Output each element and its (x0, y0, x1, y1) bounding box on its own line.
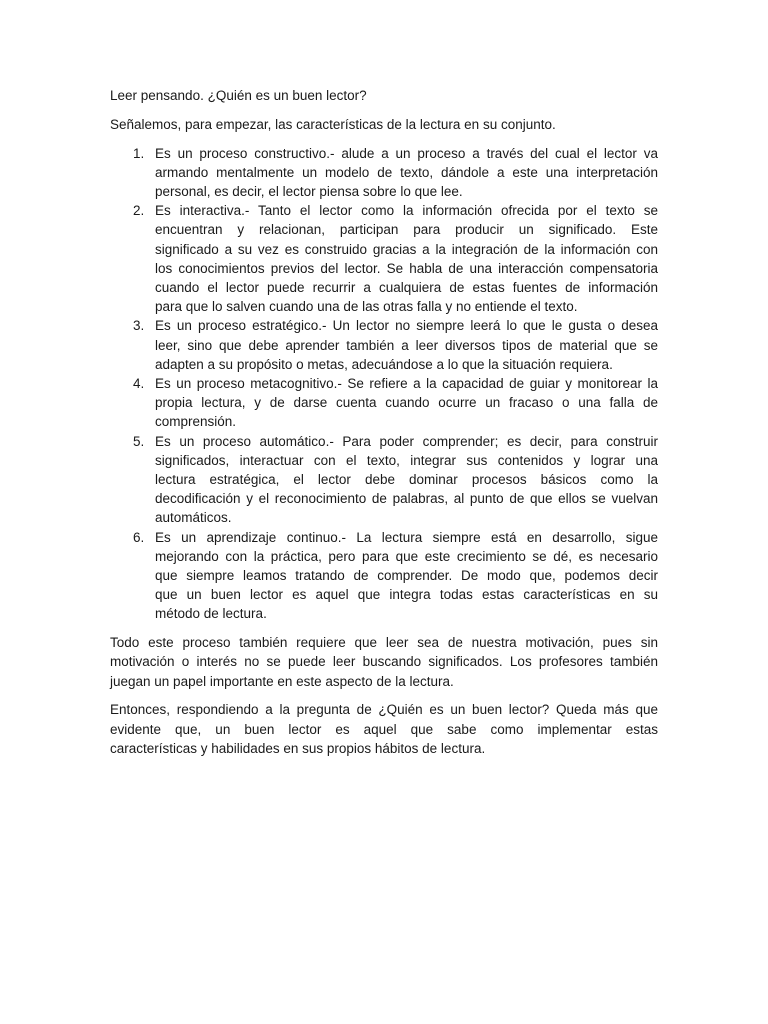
text-line: juegan un papel importante en este aspecto de la lectura. (110, 673, 454, 689)
text-line: Es un proceso constructivo.- alude a un proceso a través del cual el lector va (155, 145, 658, 161)
text-line: evidente que, un buen lector es aquel que sabe como implementar estas (110, 721, 658, 737)
list-item (110, 374, 658, 432)
title-paragraph (110, 86, 658, 105)
list-number: 1. (133, 145, 145, 161)
list-item (110, 201, 658, 316)
list-number: 4. (133, 376, 145, 392)
list-number: 5. (133, 433, 145, 449)
text-line: motivación o interés no se puede leer buscando significados. Los profesores también (110, 654, 658, 670)
text-line: Es un aprendizaje continuo.- La lectura siempre está en desarrollo, sigue (155, 529, 658, 545)
text-line: propia lectura, y de darse cuenta cuando ocurre un fracaso o una falla de (155, 395, 658, 411)
text-line: significados, interactuar con el texto, integrar sus contenidos y lograr una (155, 452, 658, 468)
text-line: lectura estratégica, el lector debe dominar procesos básicos como la (155, 472, 658, 488)
text-line: los conocimientos previos del lector. Se habla de una interacción compensatoria (155, 260, 658, 276)
body-paragraph (110, 633, 658, 691)
list-item (110, 528, 658, 624)
text-line: método de lectura. (155, 606, 267, 622)
text-line: significado a su vez es construido gracias a la integración de la información con (155, 241, 658, 257)
text-line: comprensión. (155, 414, 237, 430)
text-line: decodificación y el reconocimiento de palabras, al punto de que ellos se vuelvan (155, 491, 658, 507)
text-line: Entonces, respondiendo a la pregunta de ¿Quién es un buen lector? Queda más que (110, 702, 658, 718)
list-item (110, 144, 658, 202)
text-line: personal, es decir, el lector piensa sobre lo que lee. (155, 184, 463, 199)
text-line: mejorando con la práctica, pero para que este crecimiento se dé, es necesario (155, 548, 658, 564)
list-item (110, 316, 658, 374)
text-line: Es un proceso automático.- Para poder comprender; es decir, para construir (155, 433, 658, 449)
text-line: para que lo salven cuando una de las otras falla y no entiende el texto. (155, 299, 578, 315)
list-number: 3. (133, 318, 145, 334)
text-line: Leer pensando. ¿Quién es un buen lector? (110, 88, 367, 103)
text-line: que un buen lector es aquel que integra todas estas características en su (155, 587, 658, 603)
text-line: Es un proceso estratégico.- Un lector no siempre leerá lo que le gusta o desea (155, 318, 658, 334)
text-line: encuentran y relacionan, participan para producir un significado. Este (155, 222, 658, 238)
text-line: características y habilidades en sus propios hábitos de lectura. (110, 740, 486, 756)
text-line: leer, sino que debe aprender también a leer diversos tipos de material que se (155, 337, 658, 353)
characteristics-list (110, 144, 658, 624)
text-line: Es un proceso metacognitivo.- Se refiere a la capacidad de guiar y monitorear la (155, 376, 658, 392)
text-line: Todo este proceso también requiere que leer sea de nuestra motivación, pues sin (110, 635, 658, 651)
text-line: automáticos. (155, 510, 232, 526)
text-line: cuando el lector puede recurrir a cualquiera de estas fuentes de información (155, 280, 658, 296)
text-line: Señalemos, para empezar, las características de la lectura en su conjunto. (110, 116, 556, 132)
document-page (110, 86, 658, 768)
list-number: 2. (133, 203, 145, 219)
list-item (110, 432, 658, 528)
text-line: adapten a su propósito o metas, adecuándose a lo que la situación requiera. (155, 356, 613, 372)
intro-paragraph (110, 115, 658, 134)
conclusion-paragraph (110, 700, 658, 758)
list-number: 6. (133, 529, 145, 545)
text-line: que siempre leamos tratando de comprender. De modo que, podemos decir (155, 568, 658, 584)
text-line: Es interactiva.- Tanto el lector como la información ofrecida por el texto se (155, 203, 658, 219)
text-line: armando mentalmente un modelo de texto, dándole a este una interpretación (155, 164, 658, 180)
